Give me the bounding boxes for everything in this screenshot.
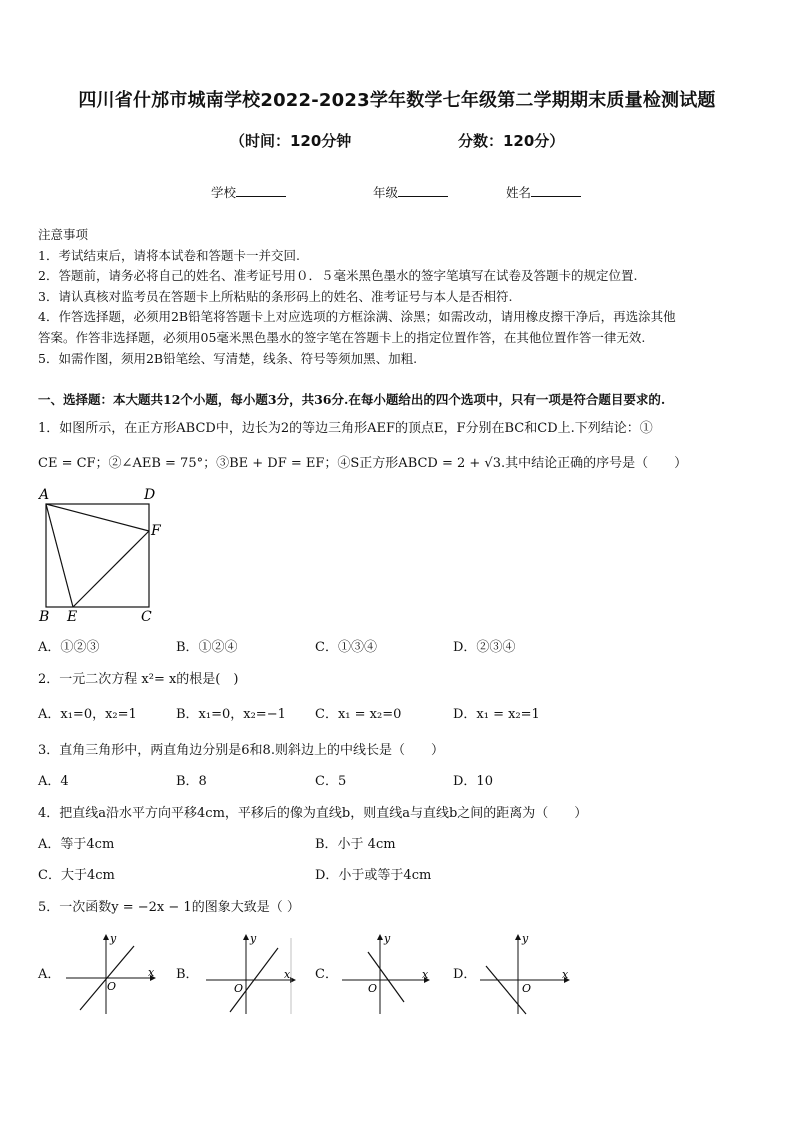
label-f: F [151, 523, 161, 539]
q1-option-c[interactable]: C．①③④ [315, 640, 377, 655]
q3-option-b[interactable]: B．8 [176, 774, 207, 789]
name-field: 姓名 [506, 183, 581, 201]
y-axis-arrow [103, 934, 109, 940]
q5-option-a[interactable]: A． [38, 967, 61, 982]
note-item: 5．如需作图，须用2B铅笔绘、写清楚，线条、符号等须加黑、加粗. [38, 351, 418, 366]
square-abcd [46, 504, 149, 607]
graph-line [486, 966, 526, 1014]
q2-option-c[interactable]: C．x₁ = x₂=0 [315, 707, 402, 722]
q3-stem: 3．直角三角形中，两直角边分别是6和8.则斜边上的中线长是（ ） [38, 743, 444, 758]
note-item: 1．考试结束后，请将本试卷和答题卡一并交回. [38, 248, 300, 263]
y-axis-arrow [243, 934, 249, 940]
label-a: A [39, 487, 50, 503]
exam-score: 分数：120分） [458, 132, 565, 150]
q5-option-d[interactable]: D． [453, 967, 477, 982]
note-item: 答案。作答非选择题，必须用05毫米黑色墨水的签字笔在答题卡上的指定位置作答，在其他位置作答一律无效. [38, 330, 646, 345]
exam-time: （时间：120分钟 [230, 132, 352, 150]
q4-option-c[interactable]: C．大于4cm [38, 868, 115, 883]
q4-option-d[interactable]: D．小于或等于4cm [315, 868, 432, 883]
label-c: C [141, 609, 152, 625]
x-label: x [284, 968, 291, 981]
name-blank[interactable] [531, 184, 581, 197]
exam-title: 四川省什邡市城南学校2022-2023学年数学七年级第二学期期末质量检测试题 [78, 90, 716, 111]
note-item: 3．请认真核对监考员在答题卡上所粘贴的条形码上的姓名、准考证号与本人是否相符. [38, 289, 513, 304]
q1-option-a[interactable]: A．①②③ [38, 640, 100, 655]
q5-option-c[interactable]: C． [315, 967, 338, 982]
y-label: y [110, 932, 117, 945]
q4-option-b[interactable]: B．小于 4cm [315, 837, 396, 852]
q1-stem-line1: 1．如图所示，在正方形ABCD中，边长为2的等边三角形AEF的顶点E，F分别在BC和CD上.下列结论：① [38, 421, 653, 436]
origin-label: O [107, 980, 117, 993]
x-label: x [422, 968, 429, 981]
q3-option-c[interactable]: C．5 [315, 774, 347, 789]
q3-option-d[interactable]: D．10 [453, 774, 493, 789]
q1-option-d[interactable]: D．②③④ [453, 640, 516, 655]
y-label: y [384, 932, 391, 945]
note-item: 4．作答选择题，必须用2B铅笔将答题卡上对应选项的方框涂满、涂黑；如需改动，请用橡皮擦干净后，再选涂其他 [38, 309, 676, 324]
q2-option-d[interactable]: D．x₁ = x₂=1 [453, 707, 540, 722]
q1-square-figure [35, 485, 175, 625]
q4-option-a[interactable]: A．等于4cm [38, 837, 115, 852]
q2-stem: 2．一元二次方程 x²= x的根是( ) [38, 672, 239, 687]
q4-stem: 4．把直线a沿水平方向平移4cm，平移后的像为直线b，则直线a与直线b之间的距离为（ ） [38, 806, 588, 821]
school-field: 学校 [211, 183, 286, 201]
grade-field: 年级 [373, 183, 448, 201]
label-b: B [39, 609, 50, 625]
segment-ae [46, 504, 73, 607]
q5-graph-d [476, 930, 576, 1016]
grade-blank[interactable] [398, 184, 448, 197]
q5-graph-b [202, 930, 298, 1016]
q5-graph-a [62, 930, 158, 1016]
label-d: D [144, 487, 156, 503]
q1-option-b[interactable]: B．①②④ [176, 640, 238, 655]
origin-label: O [522, 982, 532, 995]
q3-option-a[interactable]: A．4 [38, 774, 69, 789]
note-item: 2．答题前，请务必将自己的姓名、准考证号用０．５毫米黑色墨水的签字笔填写在试卷及答题卡的规定位置. [38, 268, 638, 283]
x-label: x [148, 966, 155, 979]
segment-ef [73, 531, 149, 607]
q5-stem: 5．一次函数y = −2x − 1的图象大致是（ ） [38, 900, 300, 915]
notes-heading: 注意事项 [38, 227, 89, 242]
y-label: y [250, 932, 257, 945]
segment-af [46, 504, 149, 531]
x-label: x [562, 968, 569, 981]
label-e: E [67, 609, 78, 625]
origin-label: O [368, 982, 378, 995]
school-blank[interactable] [236, 184, 286, 197]
q2-option-b[interactable]: B．x₁=0，x₂=−1 [176, 707, 286, 722]
q1-stem-line2: CE = CF；②∠AEB = 75°；③BE + DF = EF；④S正方形ABCD = 2 + √3.其中结论正确的序号是（ ） [38, 456, 688, 471]
q5-option-b[interactable]: B． [176, 967, 199, 982]
origin-label: O [234, 982, 244, 995]
y-axis-arrow [515, 934, 521, 940]
section-heading: 一、选择题：本大题共12个小题，每小题3分，共36分.在每小题给出的四个选项中，只有一项是符合题目要求的. [38, 392, 666, 407]
y-label: y [522, 932, 529, 945]
y-axis-arrow [377, 934, 383, 940]
q5-graph-c [338, 930, 434, 1016]
q2-option-a[interactable]: A．x₁=0，x₂=1 [38, 707, 137, 722]
